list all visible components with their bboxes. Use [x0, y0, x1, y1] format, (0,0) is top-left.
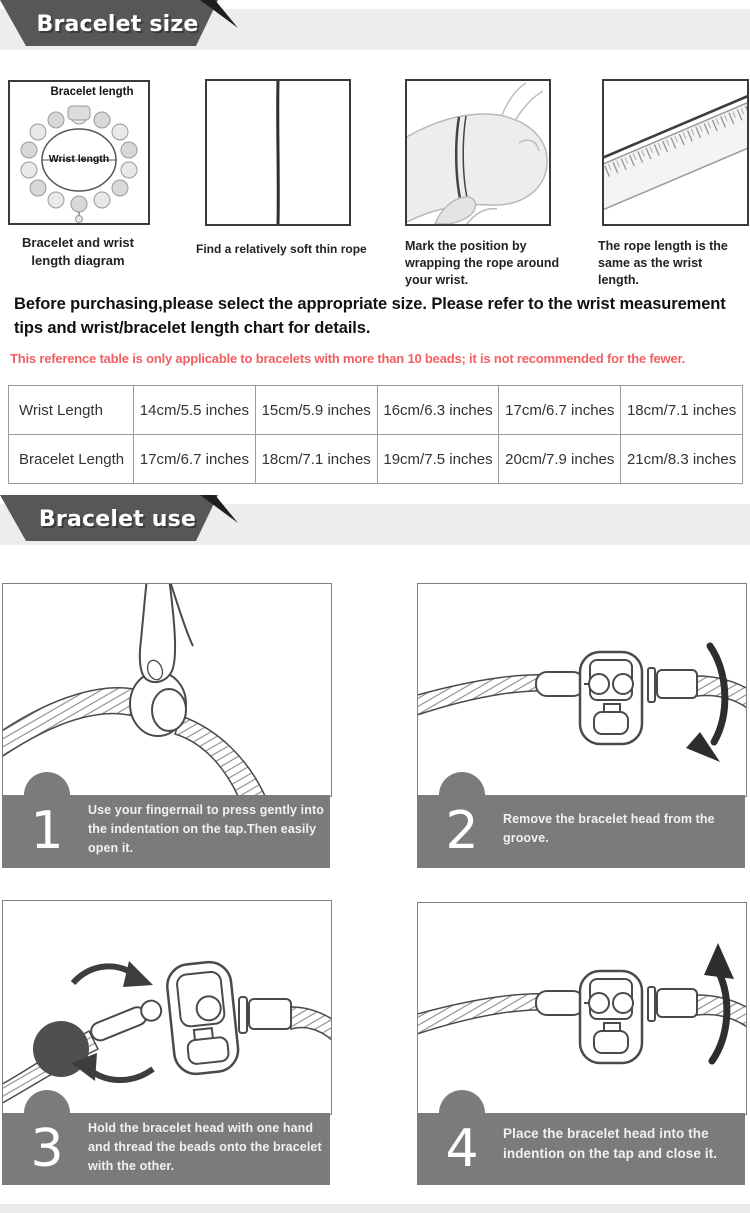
caption-ruler: The rope length is the same as the wrist length.: [598, 239, 728, 287]
wrist-wrap-illustration: [407, 81, 549, 224]
intro-text: Before purchasing,please select the appropriate size. Please refer to the wrist measurement tips and wrist/bracelet length chart for details.: [14, 295, 726, 337]
table-cell: 20cm/7.9 inches: [499, 435, 621, 484]
step2-instruction: Remove the bracelet head from the groove.: [503, 812, 715, 845]
step2-number: 2: [445, 801, 479, 861]
table-cell: 17cm/6.7 inches: [134, 435, 256, 484]
table-cell: 17cm/6.7 inches: [499, 386, 621, 435]
ruler-illustration: [604, 81, 747, 224]
rope-illustration: [207, 81, 349, 224]
table-cell: 21cm/8.3 inches: [621, 435, 743, 484]
step1-number: 1: [30, 801, 64, 861]
table-cell: 16cm/6.3 inches: [377, 386, 499, 435]
step4-number: 4: [445, 1119, 479, 1179]
bracelet-diagram-box: [8, 80, 150, 225]
table-row: [9, 435, 743, 484]
step1-illustration: [3, 584, 331, 796]
wrist-length-label: Wrist length: [48, 153, 110, 165]
step3-instruction: Hold the bracelet head with one hand and thread the beads onto the bracelet with the other.: [88, 1121, 322, 1173]
wrist-wrap-box: [405, 79, 551, 226]
step2-image-box: [417, 583, 747, 797]
bracelet-length-label: Bracelet length: [50, 86, 134, 98]
caption-wrap: Mark the position by wrapping the rope around your wrist.: [405, 239, 560, 287]
wrist-length-header: Wrist Length: [9, 386, 134, 435]
caption-diagram: Bracelet and wrist length diagram: [22, 235, 134, 268]
step3-illustration: [3, 901, 331, 1114]
bracelet-length-header: Bracelet Length: [9, 435, 134, 484]
section-size-title: Bracelet size: [36, 12, 199, 37]
table-cell: 14cm/5.5 inches: [134, 386, 256, 435]
warning-text: This reference table is only applicable to bracelets with more than 10 beads; it is not recommended for the fewer.: [10, 351, 686, 366]
table-cell: 18cm/7.1 inches: [621, 386, 743, 435]
table-cell: 18cm/7.1 inches: [255, 435, 377, 484]
step4-image-box: [417, 902, 747, 1115]
rope-box: [205, 79, 351, 226]
bottom-strip: [0, 1204, 750, 1213]
table-cell: 19cm/7.5 inches: [377, 435, 499, 484]
step1-instruction: Use your fingernail to press gently into the indentation on the tap.Then easily open it.: [88, 803, 324, 855]
step1-image-box: [2, 583, 332, 797]
size-table: [8, 385, 743, 484]
step2-illustration: [418, 584, 746, 796]
table-row: [9, 386, 743, 435]
step3-image-box: [2, 900, 332, 1115]
caption-rope: Find a relatively soft thin rope: [196, 242, 367, 256]
step4-illustration: [418, 903, 746, 1114]
ruler-box: [602, 79, 749, 226]
section-use-title: Bracelet use: [38, 507, 197, 532]
table-cell: 15cm/5.9 inches: [255, 386, 377, 435]
step3-number: 3: [30, 1119, 64, 1179]
step4-instruction: Place the bracelet head into the indention on the tap and close it.: [503, 1126, 718, 1162]
